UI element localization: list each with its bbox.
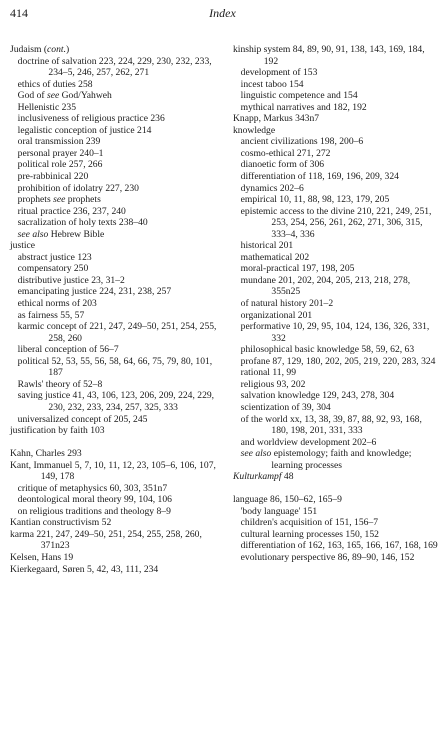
index-subentry: critique of metaphysics 60, 303, 351n7 <box>17 482 168 494</box>
index-subentry: inclusiveness of religious practice 236 <box>17 113 165 125</box>
index-column-right <box>233 44 438 564</box>
index-subentry: Hellenistic 235 <box>17 101 77 113</box>
index-subentry: of the world xx, 13, 38, 39, 87, 88, 92, 93, 168, 180, 198, 201, 331, 333 <box>240 413 422 437</box>
index-subentry: sacralization of holy texts 238–40 <box>17 217 148 229</box>
index-subentry: liberal conception of 56–7 <box>17 344 119 356</box>
index-subentry: of natural history 201–2 <box>240 298 334 310</box>
running-head: Index <box>209 6 236 20</box>
index-subentry: religious 93, 202 <box>240 378 306 390</box>
index-subentry: epistemic access to the divine 210, 221, 249, 251, 253, 254, 256, 261, 262, 271, 306, 315, 333–4, 336 <box>240 205 432 240</box>
index-subentry: mundane 201, 202, 204, 205, 213, 218, 278, 355n25 <box>240 274 411 298</box>
index-subentry: dynamics 202–6 <box>240 182 304 194</box>
index-subentry: profane 87, 129, 180, 202, 205, 219, 220, 283, 324 <box>240 355 436 367</box>
index-subentry: differentiation of 162, 163, 165, 166, 167, 168, 169 <box>240 540 438 552</box>
index-subentry: compensatory 250 <box>17 263 89 275</box>
index-subentry: rational 11, 99 <box>240 367 296 379</box>
index-subentry: moral-practical 197, 198, 205 <box>240 263 355 275</box>
index-entry: Kulturkampf 48 <box>233 471 294 483</box>
index-entry: language 86, 150–62, 165–9 <box>233 494 342 506</box>
index-subentry: oral transmission 239 <box>17 136 101 148</box>
index-subentry: universalized concept of 205, 245 <box>17 413 148 425</box>
index-subentry: abstract justice 123 <box>17 251 92 263</box>
index-subentry: as fairness 55, 57 <box>17 309 85 321</box>
index-entry: Judaism (cont.) <box>10 44 70 55</box>
index-entry: justice <box>10 240 36 252</box>
index-subentry: saving justice 41, 43, 106, 123, 206, 209, 224, 229, 230, 232, 233, 234, 257, 325, 333 <box>17 390 215 413</box>
index-subentry: ritual practice 236, 237, 240 <box>17 205 126 217</box>
index-subentry: personal prayer 240–1 <box>17 147 104 159</box>
index-entry: justification by faith 103 <box>10 425 105 437</box>
index-subentry: 'body language' 151 <box>240 505 318 517</box>
index-subentry: emancipating justice 224, 231, 238, 257 <box>17 286 172 298</box>
index-subentry: ancient civilizations 198, 200–6 <box>240 136 364 148</box>
index-subentry: dianoetic form of 306 <box>240 159 325 171</box>
index-subentry: philosophical basic knowledge 58, 59, 62, 63 <box>240 344 415 356</box>
index-entry: Kant, Immanuel 5, 7, 10, 11, 12, 23, 105–6, 106, 107, 149, 178 <box>10 459 216 483</box>
index-subentry: evolutionary perspective 86, 89–90, 146, 152 <box>240 552 415 564</box>
index-subentry: cosmo-ethical 271, 272 <box>240 147 331 159</box>
index-subentry: political 52, 53, 55, 56, 58, 64, 66, 75, 79, 80, 101, 187 <box>17 355 213 379</box>
index-subentry: salvation knowledge 129, 243, 278, 304 <box>240 390 395 402</box>
index-subentry: incest taboo 154 <box>240 78 304 90</box>
page-number: 414 <box>10 6 28 20</box>
index-subentry: empirical 10, 11, 88, 98, 123, 179, 205 <box>240 194 390 206</box>
index-subentry: historical 201 <box>240 240 294 252</box>
index-subentry: cultural learning processes 150, 152 <box>240 528 379 540</box>
index-subentry: doctrine of salvation 223, 224, 229, 230, 232, 233, 234–5, 246, 257, 262, 271 <box>17 55 212 79</box>
index-subentry: legalistic conception of justice 214 <box>17 124 152 136</box>
index-subentry: linguistic competence and 154 <box>240 90 358 102</box>
index-subentry: prophets see prophets <box>17 194 101 206</box>
index-subentry: karmic concept of 221, 247, 249–50, 251, 254, 255, 258, 260 <box>17 321 217 344</box>
index-subentry: prohibition of idolatry 227, 230 <box>17 182 139 194</box>
index-subentry: and worldview development 202–6 <box>240 436 377 448</box>
index-subentry: see also epistemology; faith and knowledge; learning processes <box>240 448 412 471</box>
index-subentry: scientization of 39, 304 <box>240 401 331 413</box>
index-subentry: development of 153 <box>240 67 318 79</box>
index-subentry: pre-rabbinical 220 <box>17 171 89 183</box>
index-subentry: distributive justice 23, 31–2 <box>17 274 125 286</box>
index-subentry: mythical narratives and 182, 192 <box>240 101 367 113</box>
index-subentry: children's acquisition of 151, 156–7 <box>240 517 379 529</box>
index-subentry: on religious traditions and theology 8–9 <box>17 505 171 517</box>
index-entry: Kierkegaard, Søren 5, 42, 43, 111, 234 <box>10 563 159 575</box>
index-subentry: performative 10, 29, 95, 104, 124, 136, 326, 331, 332 <box>240 321 430 344</box>
index-subentry: see also Hebrew Bible <box>17 228 105 240</box>
index-subentry: differentiation of 118, 169, 196, 209, 324 <box>240 171 399 183</box>
index-entry: Kantian constructivism 52 <box>10 517 112 529</box>
index-subentry: ethical norms of 203 <box>17 298 97 310</box>
index-entry: Knapp, Markus 343n7 <box>233 113 320 125</box>
index-column-left <box>10 44 222 575</box>
index-entry: Kelsen, Hans 19 <box>10 552 74 564</box>
index-entry: karma 221, 247, 249–50, 251, 254, 255, 258, 260, 371n23 <box>10 528 202 552</box>
index-subentry: political role 257, 266 <box>17 159 103 171</box>
index-entry: kinship system 84, 89, 90, 91, 138, 143, 169, 184, 192 <box>233 44 425 67</box>
index-entry: knowledge <box>233 124 276 136</box>
index-subentry: deontological moral theory 99, 104, 106 <box>17 494 172 506</box>
index-subentry: ethics of duties 258 <box>17 78 93 90</box>
index-subentry: mathematical 202 <box>240 251 310 263</box>
index-entry: Kahn, Charles 293 <box>10 448 82 460</box>
index-subentry: organizational 201 <box>240 309 313 321</box>
index-subentry: Rawls' theory of 52–8 <box>17 378 103 390</box>
index-subentry: God of see God/Yahweh <box>17 90 112 102</box>
